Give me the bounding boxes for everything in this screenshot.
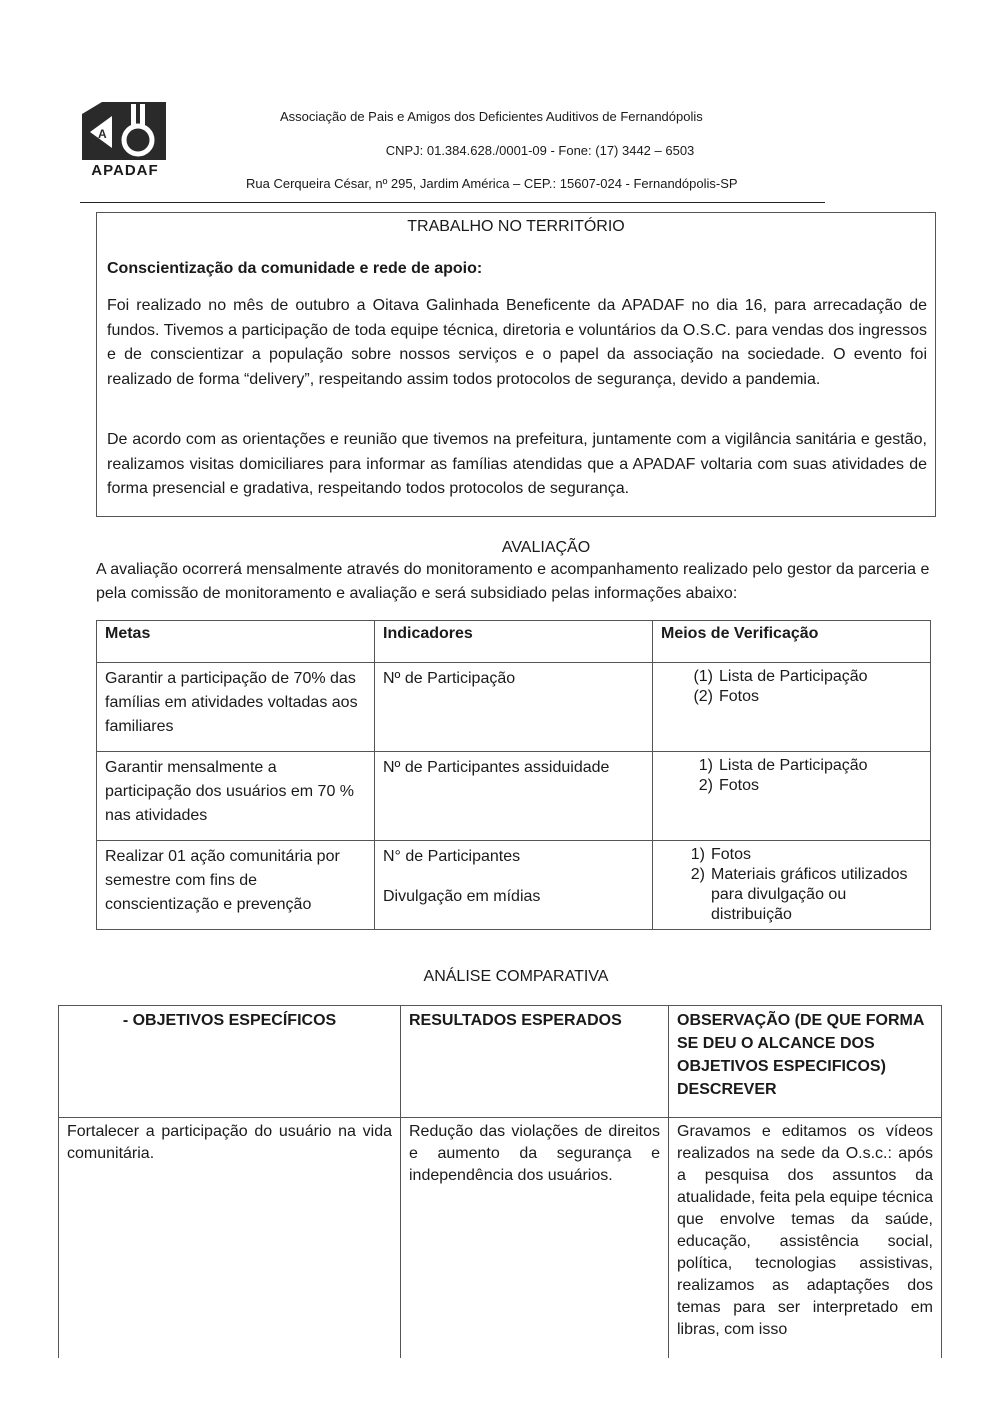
- meios-list: [661, 756, 922, 796]
- list-item: 1) Fotos: [690, 846, 752, 863]
- evaluation-table: [96, 620, 931, 930]
- comparative-title: ANÁLISE COMPARATIVA: [423, 968, 609, 985]
- org-name: Associação de Pais e Amigos dos Deficientes Auditivos de Fernandópolis: [280, 109, 703, 124]
- svg-text:A: A: [98, 127, 107, 141]
- list-item: 1) Lista de Participação: [698, 757, 868, 774]
- list-item: (2) Fotos: [693, 688, 760, 705]
- resultado-cell: Redução das violações de direitos e aumento da segurança e independência dos usuários.: [401, 1118, 669, 1358]
- meios-cell: [653, 752, 931, 841]
- header-meios: Meios de Verificação: [653, 621, 931, 663]
- comparative-table: [58, 1005, 942, 1358]
- indicador-cell: [375, 841, 653, 930]
- meta-cell: Realizar 01 ação comunitária por semestre com fins de conscientização e prevenção: [97, 841, 375, 930]
- table-header-row: [97, 621, 931, 663]
- address: Rua Cerqueira César, nº 295, Jardim América – CEP.: 15607-024 - Fernandópolis-SP: [246, 176, 738, 191]
- header-divider: [80, 202, 825, 203]
- logo-emblem-icon: [80, 100, 170, 162]
- list-item: 2) Materiais gráficos utilizados para divulgação ou distribuição: [690, 866, 908, 923]
- territory-box: [96, 212, 936, 517]
- meios-list: [661, 845, 922, 925]
- meta-cell: Garantir mensalmente a participação dos usuários em 70 % nas atividades: [97, 752, 375, 841]
- apadaf-logo: [80, 100, 170, 180]
- meta-cell: Garantir a participação de 70% das famílias em atividades voltadas aos familiares: [97, 663, 375, 752]
- table-header-row: [59, 1006, 942, 1118]
- header-indicadores: Indicadores: [375, 621, 653, 663]
- header-resultados: RESULTADOS ESPERADOS: [401, 1006, 669, 1118]
- header-objetivos: - OBJETIVOS ESPECÍFICOS: [59, 1006, 401, 1118]
- cnpj-phone: CNPJ: 01.384.628./0001-09 - Fone: (17) 3442 – 6503: [385, 143, 695, 158]
- header-metas: Metas: [97, 621, 375, 663]
- territory-title: TRABALHO NO TERRITÓRIO: [407, 218, 625, 235]
- meios-list: [661, 667, 922, 707]
- table-row: [59, 1118, 942, 1358]
- observacao-cell: Gravamos e editamos os vídeos realizados na sede da O.s.c.: após a pesquisa dos assuntos da atualidade, feita pela equipe técnica que envolve temas da saúde, educação, assistência social, política, tecnologias assistivas, realizamos as adaptações dos temas para ser interpretado em libras, com isso: [669, 1118, 942, 1358]
- table-row: [97, 752, 931, 841]
- evaluation-text: A avaliação ocorrerá mensalmente através do monitoramento e acompanhamento realizado pelo gestor da parceria e pela comissão de monitoramento e avaliação e será subsidiado pelas informações abaixo:: [96, 561, 930, 602]
- list-item: (1) Lista de Participação: [693, 668, 868, 685]
- list-item: 2) Fotos: [698, 777, 760, 794]
- meios-cell: [653, 841, 931, 930]
- indicador-line-2: Divulgação em mídias: [383, 888, 541, 905]
- logo-text: APADAF: [91, 162, 159, 179]
- evaluation-title: AVALIAÇÃO: [501, 539, 591, 556]
- territory-paragraph-1: Foi realizado no mês de outubro a Oitava Galinhada Beneficente da APADAF no dia 16, para arrecadação de fundos. Tivemos a participação de toda equipe técnica, diretoria e voluntários da O.S.C. para vendas dos ingressos e de conscientizar a população sobre nossos serviços e o papel da associação na sociedade. O evento foi realizado de forma “delivery”, respeitando assim todos protocolos de segurança, devido a pandemia.: [107, 297, 927, 388]
- indicador-cell: Nº de Participantes assiduidade: [375, 752, 653, 841]
- table-row: [97, 663, 931, 752]
- indicador-line-1: N° de Participantes: [383, 848, 521, 865]
- territory-paragraph-2: De acordo com as orientações e reunião que tivemos na prefeitura, juntamente com a vigilância sanitária e gestão, realizamos visitas domiciliares para informar as famílias atendidas que a APADAF voltaria com suas atividades de forma presencial e gradativa, respeitando todos protocolos de segurança.: [107, 431, 927, 497]
- objetivo-cell: Fortalecer a participação do usuário na vida comunitária.: [59, 1118, 401, 1358]
- meios-cell: [653, 663, 931, 752]
- header-observacao: OBSERVAÇÃO (DE QUE FORMA SE DEU O ALCANCE DOS OBJETIVOS ESPECIFICOS) DESCREVER: [669, 1006, 942, 1118]
- indicador-cell: Nº de Participação: [375, 663, 653, 752]
- table-row: [97, 841, 931, 930]
- territory-subtitle: Conscientização da comunidade e rede de apoio:: [107, 260, 483, 277]
